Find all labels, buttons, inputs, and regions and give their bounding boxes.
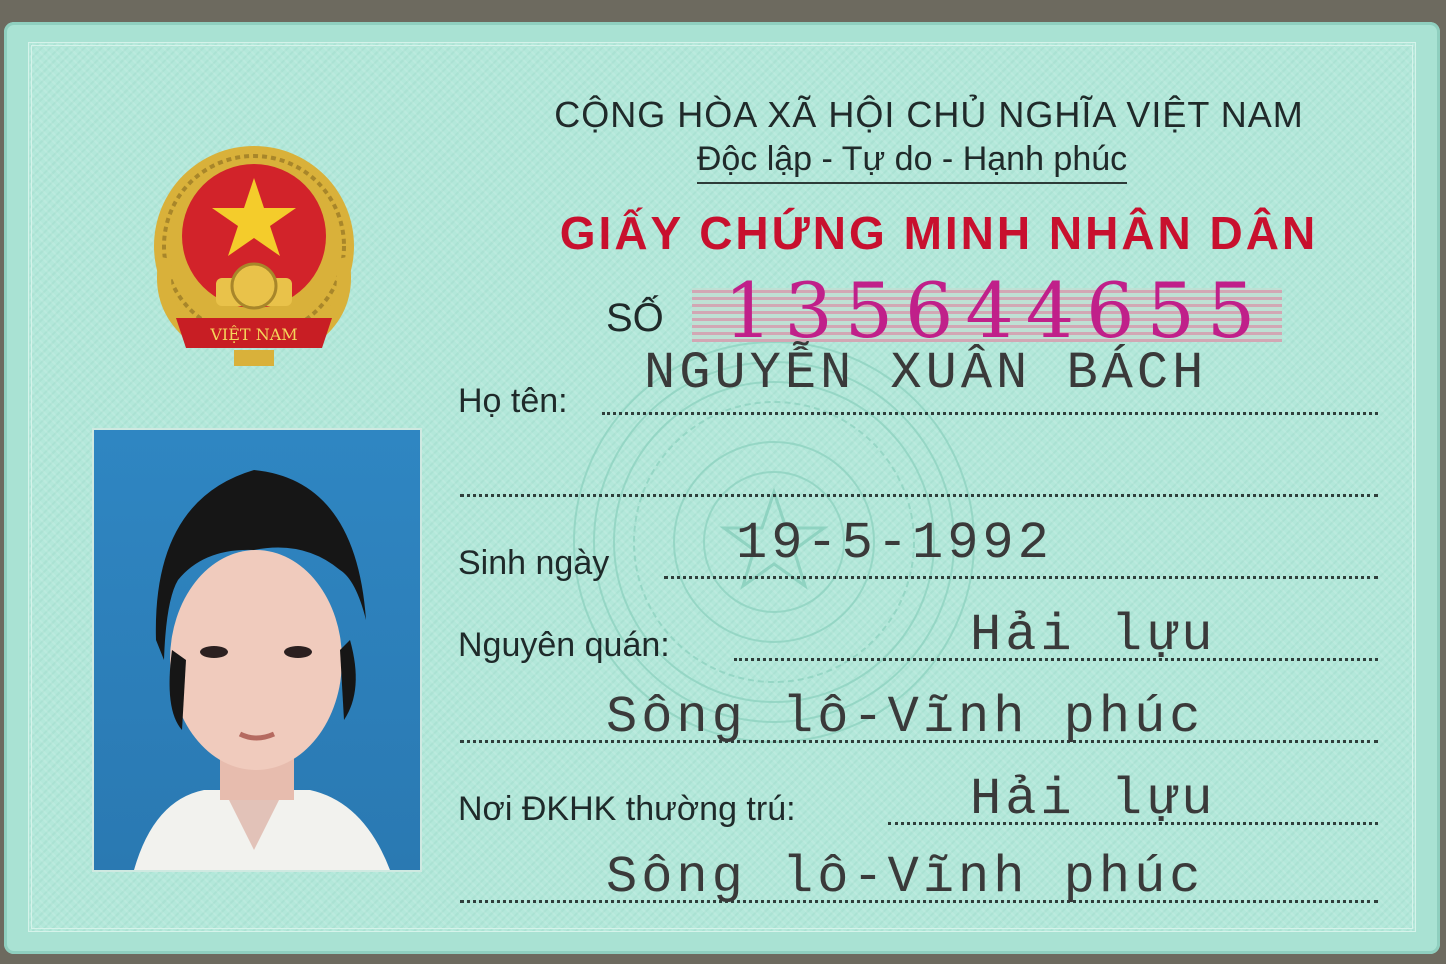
motto-text: Độc lập - Tự do - Hạnh phúc <box>697 140 1127 184</box>
origin-line1: Hải lựu <box>970 606 1217 665</box>
origin-line2: Sông lô-Vĩnh phúc <box>606 688 1205 747</box>
dob-value: 19-5-1992 <box>736 514 1053 573</box>
name-dotted-line <box>602 412 1378 415</box>
residence-line1: Hải lựu <box>970 770 1217 829</box>
dob-dotted-line <box>664 576 1378 579</box>
id-card <box>4 22 1440 954</box>
number-label: SỐ <box>606 296 664 340</box>
residence-label: Nơi ĐKHK thường trú: <box>458 790 796 828</box>
id-photo <box>92 428 422 872</box>
origin-label: Nguyên quán: <box>458 626 670 664</box>
emblem-text: VIỆT NAM <box>210 325 298 344</box>
national-emblem <box>136 138 372 374</box>
country-heading: CỘNG HÒA XÃ HỘI CHỦ NGHĨA VIỆT NAM <box>554 94 1304 135</box>
motto-heading <box>484 140 1340 179</box>
name-label: Họ tên: <box>458 382 568 420</box>
name-dotted-line-2 <box>460 494 1378 497</box>
residence-line2: Sông lô-Vĩnh phúc <box>606 848 1205 907</box>
card-title: GIẤY CHỨNG MINH NHÂN DÂN <box>559 207 1319 259</box>
id-number: 135644655 <box>724 266 1268 355</box>
name-value: NGUYỄN XUÂN BÁCH <box>644 344 1208 403</box>
dob-label: Sinh ngày <box>458 544 610 582</box>
